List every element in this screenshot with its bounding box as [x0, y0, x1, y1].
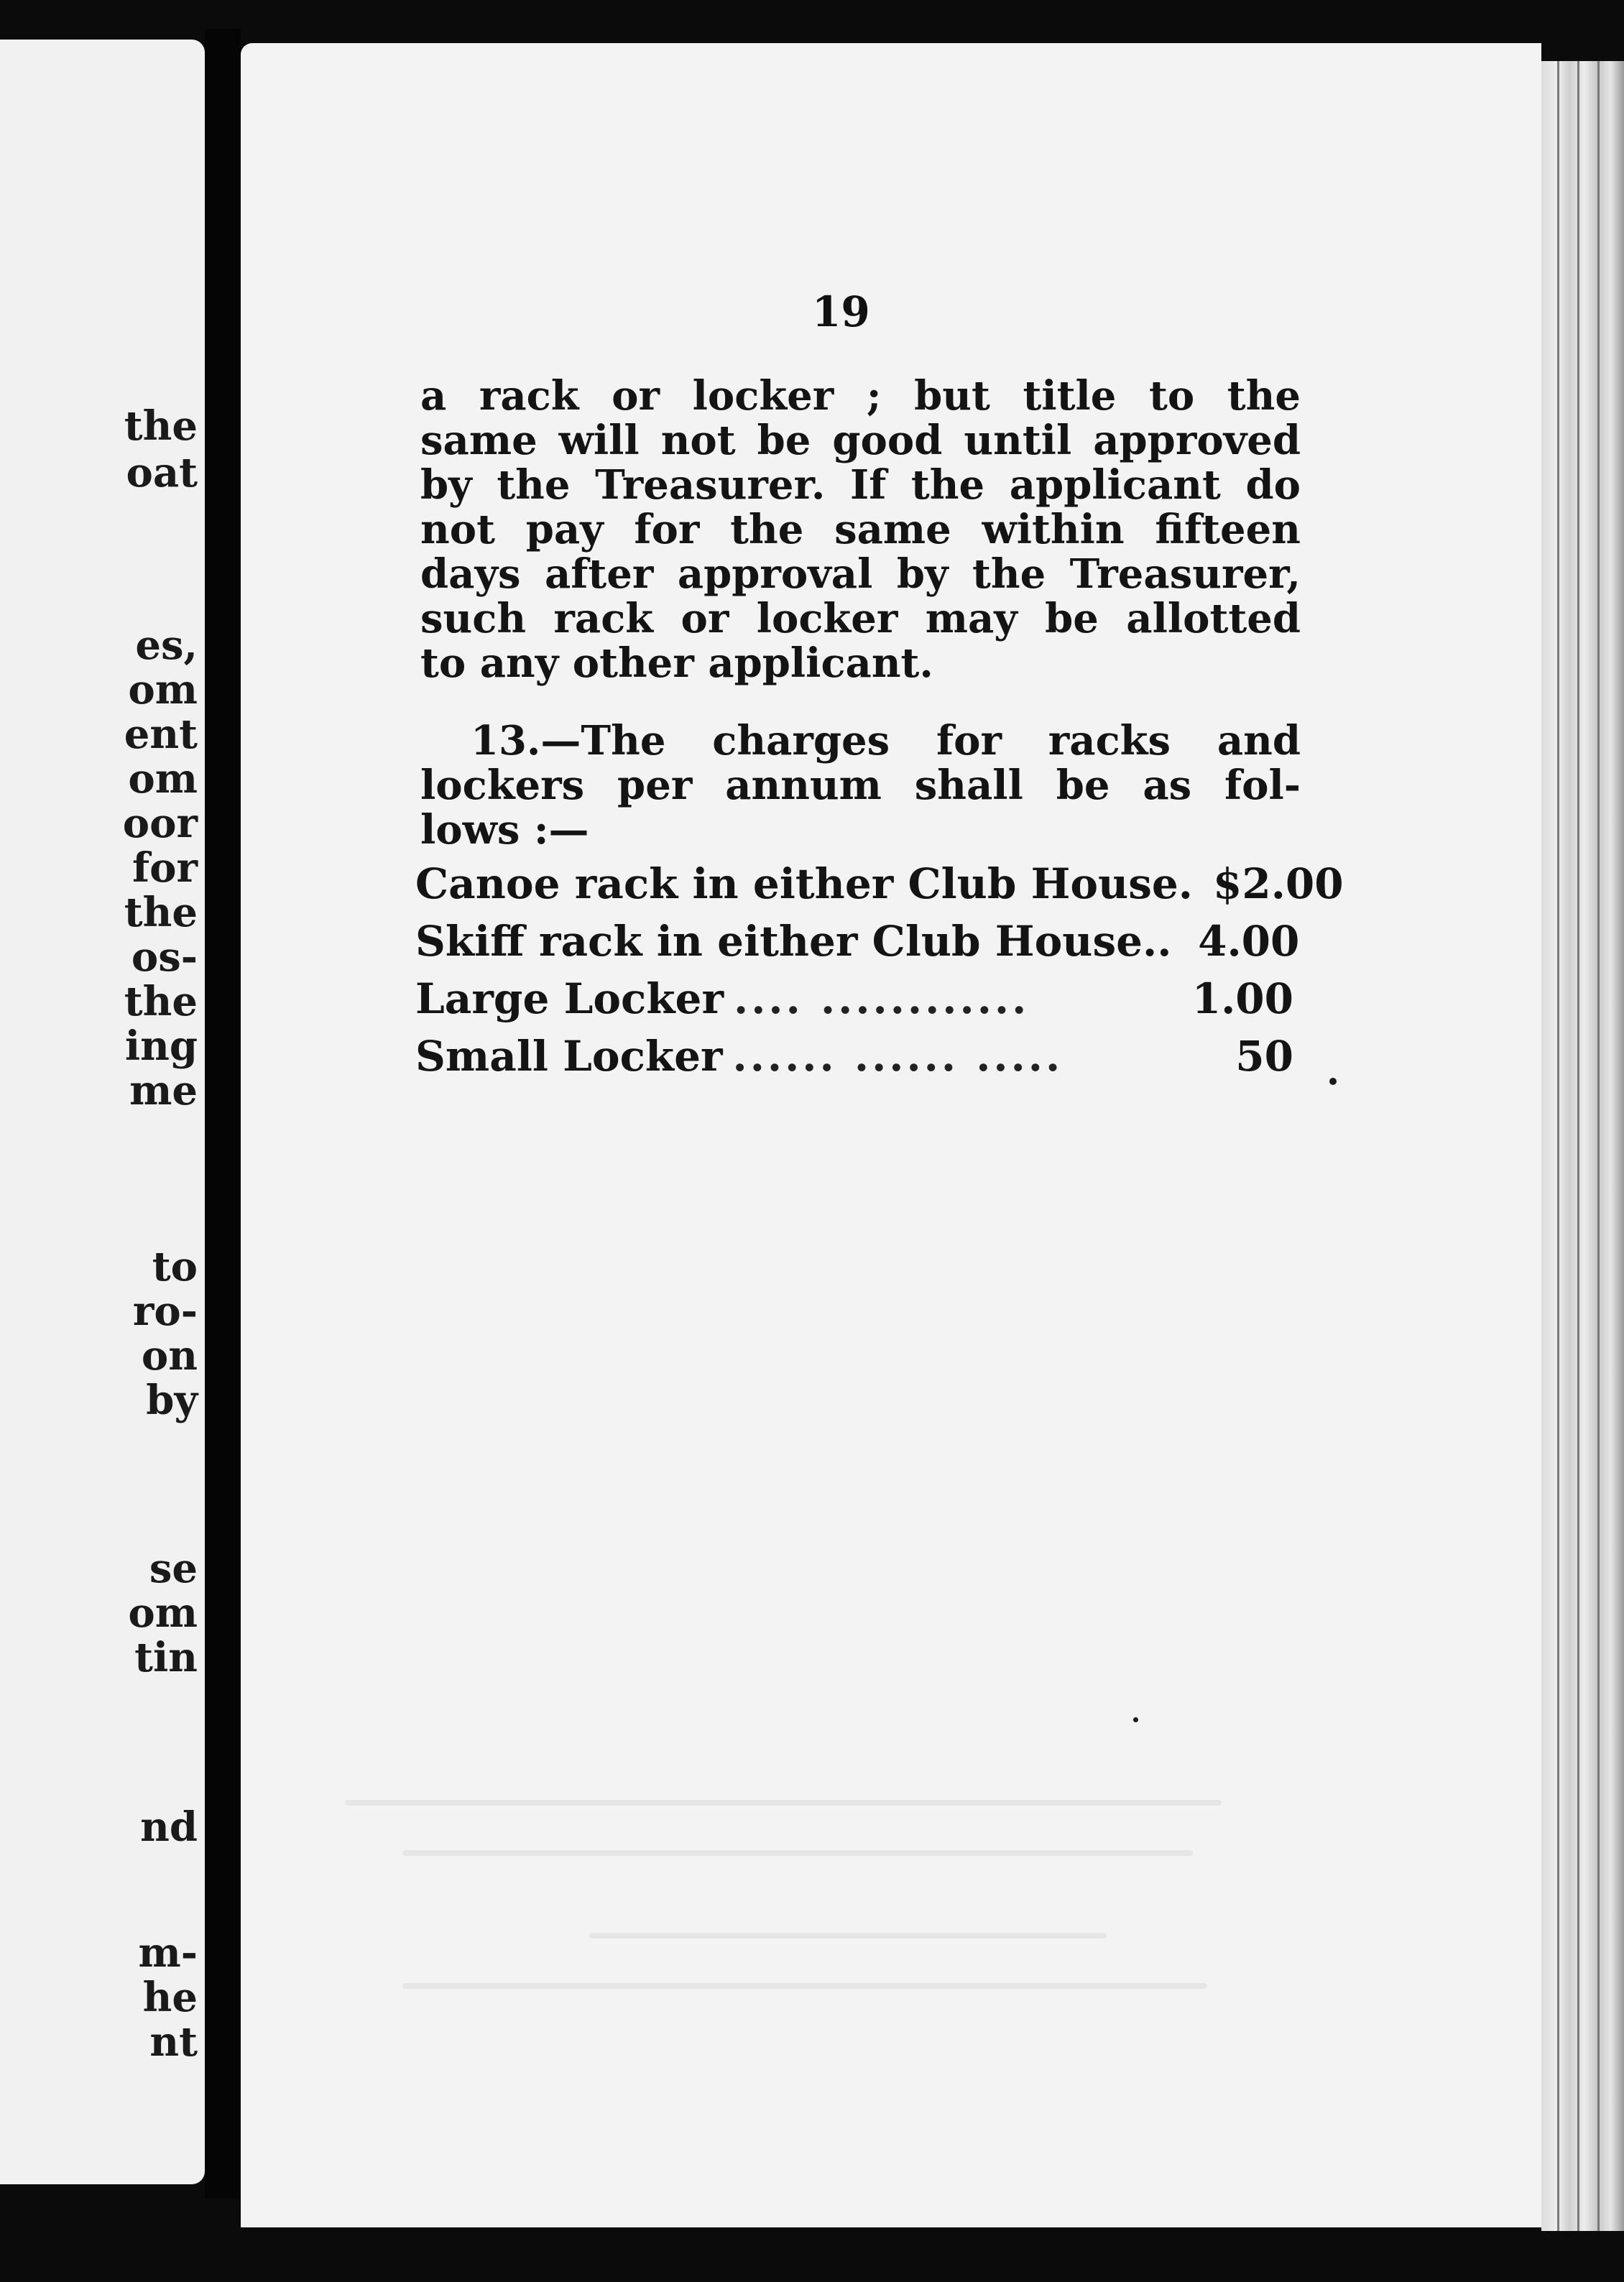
charges-table [415, 855, 1344, 1085]
left-page-fragment: tin [134, 1634, 198, 1681]
page-edge-line [1597, 61, 1600, 2231]
bleed-through-line [402, 1850, 1193, 1856]
left-page-fragment: om [128, 1589, 198, 1637]
left-page-fragment: os- [131, 933, 198, 981]
paragraph-line: by the Treasurer. If the applicant do [420, 461, 1301, 509]
left-page-fragment: on [141, 1332, 198, 1380]
paragraph-line: same will not be good until approved [420, 417, 1301, 464]
left-page-fragment: me [129, 1067, 198, 1114]
left-page-fragment: oat [126, 449, 198, 496]
paragraph-line: to any other applicant. [420, 639, 933, 687]
paragraph-line: lows :— [420, 806, 589, 854]
left-page-fragment: ing [124, 1022, 198, 1070]
left-page-fragment: nd [140, 1803, 198, 1851]
charge-price: 1.00 [1191, 974, 1293, 1023]
left-page-fragment: ent [124, 711, 198, 758]
left-page-fragment: nt [149, 2018, 198, 2066]
stray-mark [1329, 1078, 1337, 1085]
paragraph-line: such rack or locker may be allotted [420, 595, 1301, 642]
left-page [0, 40, 205, 2184]
right-page [241, 43, 1541, 2227]
charge-row [415, 913, 1300, 970]
bleed-through-line [345, 1800, 1222, 1806]
book-gutter [205, 29, 241, 2199]
bleed-through-line [589, 1933, 1107, 1939]
page-edge [1541, 61, 1624, 2231]
dot-leader: ...... ...... ..... [732, 1032, 1064, 1081]
charge-item: Small Locker [415, 1032, 723, 1081]
page-edge-line [1577, 61, 1579, 2231]
left-page-fragment: ro- [132, 1288, 198, 1335]
charge-price: 4.00 [1198, 917, 1300, 966]
left-page-fragment: the [124, 978, 198, 1025]
left-page-fragment: he [142, 1974, 198, 2021]
page-edge-line [1557, 61, 1559, 2231]
left-page-fragment: by [146, 1377, 198, 1424]
left-page-fragment: om [128, 666, 198, 713]
charge-price: $2.00 [1212, 859, 1344, 908]
bleed-through-line [402, 1983, 1207, 1989]
charge-item: Large Locker [415, 974, 724, 1023]
left-page-fragment: es, [135, 622, 198, 669]
section-13-paragraph [420, 719, 1301, 852]
paragraph-line: a rack or locker ; but title to the [420, 372, 1301, 420]
charge-row [415, 1027, 1293, 1085]
dot-leader: .... ............ [734, 974, 1030, 1023]
left-page-fragment: the [124, 889, 198, 936]
page-number: 19 [812, 287, 870, 336]
left-page-fragment: oor [122, 800, 198, 847]
left-page-fragment: for [132, 844, 198, 892]
paragraph-line: not pay for the same within fifteen [420, 506, 1301, 553]
left-page-fragment: m- [138, 1929, 198, 1977]
charge-price: 50 [1235, 1032, 1293, 1081]
left-page-fragment: om [128, 755, 198, 803]
charge-item: Skiff rack in either Club House.. [415, 917, 1172, 966]
paragraph-line: lockers per annum shall be as fol- [420, 762, 1301, 809]
continued-paragraph [420, 374, 1301, 685]
left-page-fragment: to [152, 1243, 198, 1290]
charge-item: Canoe rack in either Club House. [415, 859, 1193, 908]
charge-row [415, 970, 1293, 1027]
paragraph-line: days after approval by the Treasurer, [420, 550, 1301, 598]
paragraph-line: 13.—The charges for racks and [471, 717, 1301, 764]
left-page-fragment: the [124, 402, 198, 450]
left-page-fragment: se [149, 1545, 198, 1592]
stray-mark [1133, 1717, 1138, 1722]
charge-row [415, 855, 1344, 913]
